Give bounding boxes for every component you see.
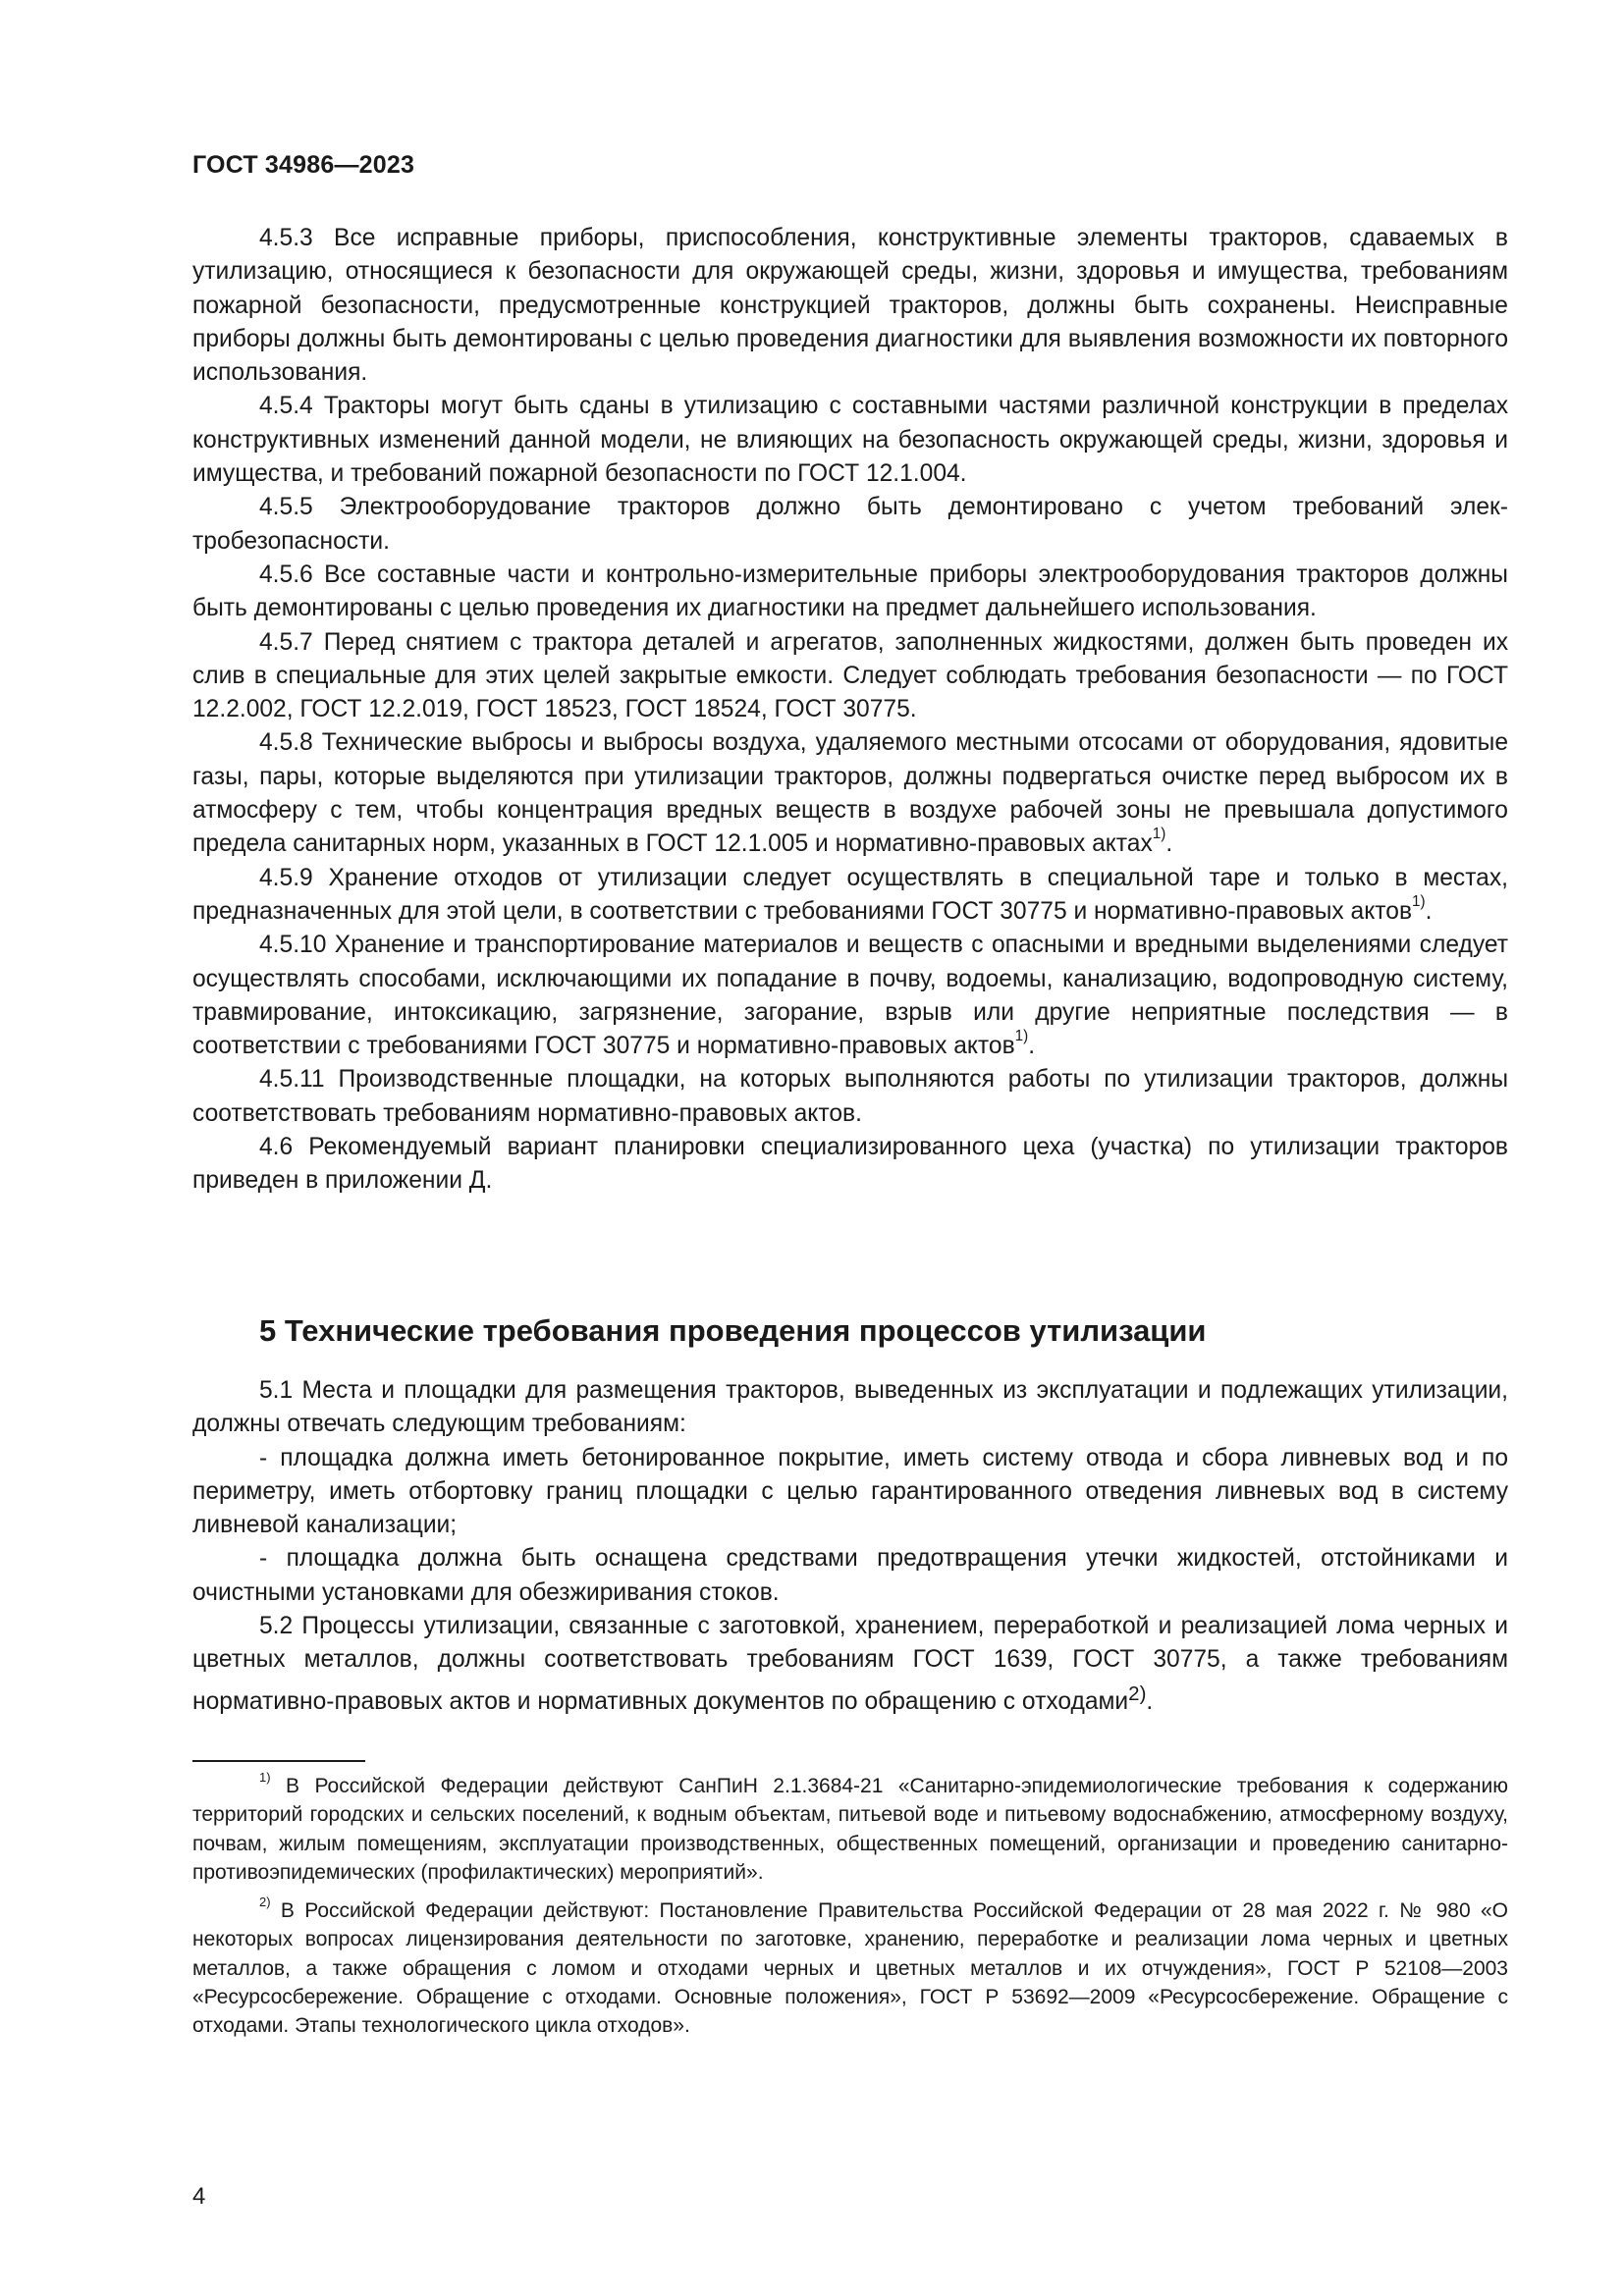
footnote-mark-2: 2) — [259, 1894, 271, 1909]
paragraph-4-5-9 — [192, 862, 1508, 930]
period: . — [1165, 830, 1173, 858]
footnote-ref-1[interactable]: 1) — [1152, 826, 1166, 843]
footnote-separator — [192, 1760, 365, 1762]
section-5-body — [192, 1374, 1508, 1719]
paragraph-4-5-3: 4.5.3 Все исправные приборы, приспособления, конструктивные элементы тракторов, сдаваемых в утилизацию, относящиеся к безопасности для окружающей среды, жизни, здоровья и имущества, требованиям пожарной безопасности, предусмотренные конструкцией тракторов, должны быть сохранены. Неисправные приборы должны быть демонтированы с целью проведения диагностики для выявления возможности их повторного использования. — [192, 225, 1508, 387]
list-item-leak-prevention: - площадка должна быть оснащена средствами предотвращения утечки жидкостей, отстойниками и очистными установками для обезжиривания стоков. — [192, 1545, 1508, 1606]
list-item-concrete-surface: - площадка должна иметь бетонированное покрытие, иметь систему отвода и сбора ливневых вод и по периметру, иметь отбортовку границ площадки с целью гарантированного отведения ливневых вод в систему ливневой канализации; — [192, 1444, 1508, 1539]
paragraph-5-2 — [192, 1610, 1508, 1719]
period: . — [1425, 897, 1433, 925]
paragraph-4-5-9-text: 4.5.9 Хранение отходов от утилизации следует осуществлять в специальной таре и только в местах, предназначенных для этой цели, в соответствии с требованиями ГОСТ 30775 и нормативно-правовых актов — [192, 864, 1508, 925]
footnote-1-text: В Российской Федерации действуют СанПиН 2.1.3684-21 «Санитарно-эпидемиологические требования к содержанию территорий городских и сельских поселений, к водным объектам, питьевой воде и питьевому водоснабжению, атмосферному воздуху, почвам, жилым помещениям, эксплуатации производственных, общественных помещений, организации и проведению санитарно-противоэпидемических (профилактических) мероприятий». — [192, 1775, 1508, 1884]
paragraph-4-5-7: 4.5.7 Перед снятием с трактора деталей и агрегатов, заполненных жидкостями, должен быть проведен их слив в специальные для этих целей закрытые емкости. Следует соблюдать требования безопасности — по ГОСТ 12.2.002, ГОСТ 12.2.019, ГОСТ 18523, ГОСТ 18524, ГОСТ 30775. — [192, 628, 1508, 723]
paragraph-4-5-8-text: 4.5.8 Технические выбросы и выбросы воздуха, удаляемого местными отсосами от оборудования, ядовитые газы, пары, которые выделяются при утилизации тракторов, должны подвергаться очистке перед выбросом их в атмосферу с тем, чтобы концентрация вредных веществ в воздухе рабочей зоны не превышала допустимого предела санитарных норм, указанных в ГОСТ 12.1.005 и нормативно-правовых актах — [192, 729, 1508, 858]
footnote-2-text: В Российской Федерации действуют: Постановление Правительства Российской Федерации от 28 мая 2022 г. № 980 «О некоторых вопросах лицензирования деятельности по заготовке, хранению, переработке и реализации лома черных и цветных металлов, а также обращения с ломом и отходами черных и цветных металлов и их отчуждения», ГОСТ Р 52108—2003 «Ресурсосбережение. Обращение с отходами. Основные положения», ГОСТ Р 53692—2009 «Ресурсосбережение. Обращение с отходами. Этапы технологического цикла отходов». — [192, 1899, 1508, 2038]
paragraph-4-5-10-text: 4.5.10 Хранение и транспортирование материалов и веществ с опасными и вредными выделениями следует осуществлять способами, исключающими их попадание в почву, водоемы, канализацию, водопроводную систему, травмирование, интоксикацию, загрязнение, загорание, взрыв или другие неприятные последствия — в соответствии с требованиями ГОСТ 30775 и нормативно-правовых актов — [192, 932, 1508, 1060]
footnote-1 — [192, 1769, 1508, 1887]
period: . — [1028, 1033, 1036, 1060]
paragraph-5-2-text: 5.2 Процессы утилизации, связанные с заготовкой, хранением, переработкой и реализацией лома черных и цветных металлов, должны соответствовать требованиям ГОСТ 1639, ГОСТ 30775, а также требованиям нормативно-правовых актов и нормативных документов по обращению с отходами — [192, 1613, 1508, 1715]
clause-4-5-body — [192, 222, 1508, 1199]
paragraph-4-5-11: 4.5.11 Производственные площадки, на которых выполняются работы по утилизации тракторов, должны соответствовать требованиям нормативно-правовых актов. — [192, 1066, 1508, 1127]
paragraph-4-5-4: 4.5.4 Тракторы могут быть сданы в утилизацию с составными частями различной конструкции в пределах конструктивных изменений данной модели, не влияющих на безопасность окружающей среды, жизни, здоровья и имущества, и требований пожарной безопасности по ГОСТ 12.1.004. — [192, 393, 1508, 488]
footnote-2 — [192, 1896, 1508, 2040]
paragraph-4-5-6: 4.5.6 Все составные части и контрольно-измерительные приборы электрооборудования тракторов должны быть демонтированы с целью проведения их диагностики на предмет дальнейшего использования. — [192, 561, 1508, 622]
section-5-title: 5 Технические требования проведения процессов утилизации — [259, 1313, 1207, 1348]
paragraph-4-5-8 — [192, 726, 1508, 861]
paragraph-4-6: 4.6 Рекомендуемый вариант планировки специализированного цеха (участка) по утилизации тракторов приведен в приложении Д. — [192, 1134, 1508, 1195]
footnotes — [192, 1769, 1508, 2051]
paragraph-4-5-10 — [192, 929, 1508, 1063]
footnote-ref-1[interactable]: 1) — [1014, 1028, 1029, 1045]
footnote-ref-1[interactable]: 1) — [1412, 892, 1426, 910]
paragraph-4-5-5: 4.5.5 Электрооборудование тракторов должно быть демонтировано с учетом требований электробезопасности. — [192, 494, 1508, 555]
footnote-ref-2[interactable]: 2) — [1128, 1682, 1147, 1705]
period: . — [1146, 1687, 1154, 1715]
page-number: 4 — [192, 2183, 206, 2210]
page-header-standard: ГОСТ 34986—2023 — [192, 151, 415, 179]
footnote-mark-1: 1) — [259, 1769, 271, 1785]
paragraph-5-1: 5.1 Места и площадки для размещения тракторов, выведенных из эксплуатации и подлежащих утилизации, должны отвечать следующим требованиям: — [192, 1377, 1508, 1438]
